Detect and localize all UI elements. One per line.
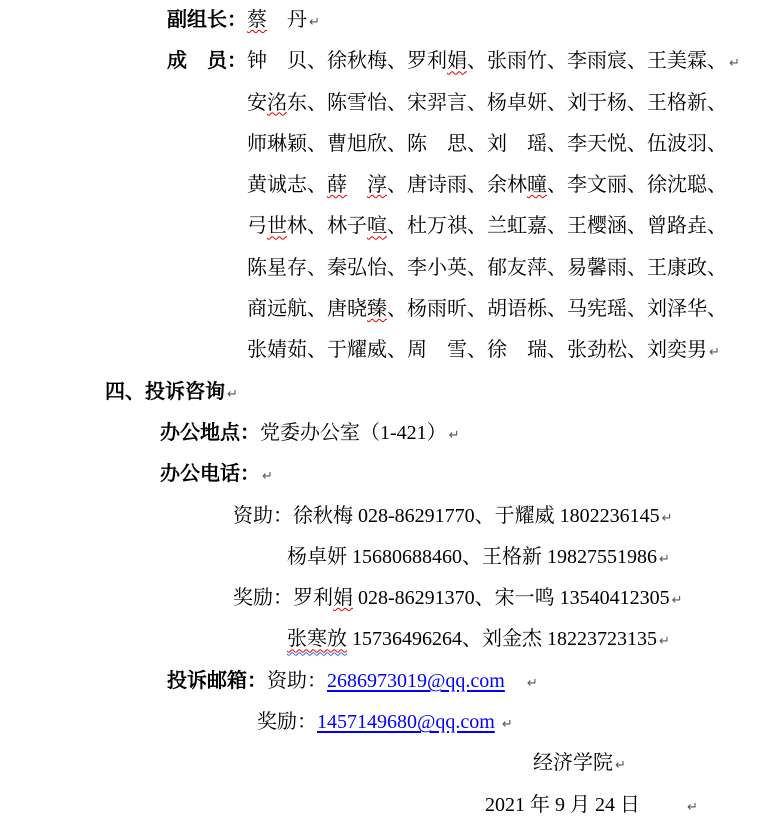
email-link[interactable]: 2686973019@qq.com <box>327 669 505 692</box>
text-run <box>505 670 525 692</box>
signature-line <box>0 743 783 784</box>
text-run: 党委办公室（1-421） <box>260 421 447 444</box>
section-heading-complaints <box>0 372 783 413</box>
text-run: 林、林子 <box>287 215 367 238</box>
paragraph-mark-icon: ↵ <box>501 717 513 733</box>
text-run: 、唐诗雨、余林 <box>387 174 527 197</box>
paragraph-mark-icon: ↵ <box>526 675 538 691</box>
text-run: 奖励：罗利 <box>233 587 333 610</box>
bold-label: 四、投诉咨询 <box>105 380 225 403</box>
office-location-line <box>0 413 783 454</box>
bold-label: 办公电话： <box>160 463 260 486</box>
text-run: 资助：徐秋梅 028-86291770、于耀威 1802236145 <box>233 504 660 527</box>
phone-award-line-2 <box>0 619 783 660</box>
bold-label: 成 员： <box>167 50 247 73</box>
text-run: 丹 <box>267 9 307 31</box>
members-line-6 <box>0 248 783 289</box>
text-run: 师琳颖、曹旭欣、陈 思、刘 瑶、李天悦、伍波羽、 <box>247 132 727 155</box>
flagged-text: 喧 <box>367 215 387 238</box>
flagged-text: 蔡 <box>247 9 267 31</box>
flagged-text: 洺 <box>267 91 287 114</box>
paragraph-mark-icon: ↵ <box>729 56 740 72</box>
text-run: 安 <box>247 91 267 114</box>
flagged-text: 薛 <box>327 174 347 197</box>
members-line-2 <box>0 83 783 124</box>
members-line-3 <box>0 124 783 165</box>
text-run: 经济学院 <box>533 752 613 775</box>
paragraph-mark-icon: ↵ <box>671 593 683 609</box>
paragraph-mark-icon: ↵ <box>709 345 720 361</box>
email-funding-line <box>0 661 783 702</box>
paragraph-mark-icon: ↵ <box>687 799 698 815</box>
flagged-text: 曈 <box>527 174 547 197</box>
text-run: 陈星存、秦弘怡、李小英、郁友萍、易馨雨、王康政、 <box>247 256 727 279</box>
text-run: 2021 年 9 月 24 日 <box>485 793 640 816</box>
paragraph-mark-icon: ↵ <box>309 15 320 30</box>
members-line-5 <box>0 206 783 247</box>
paragraph-mark-icon: ↵ <box>615 758 626 774</box>
flagged-text-inner: 张寒放 <box>287 628 347 651</box>
text-run: 杨卓妍 15680688460、王格新 19827551986 <box>287 545 657 568</box>
bold-label: 办公地点： <box>160 421 260 444</box>
email-link[interactable]: 1457149680@qq.com <box>317 711 495 734</box>
text-run: 15736496264、刘金杰 18223723135 <box>347 628 657 651</box>
members-line-4 <box>0 165 783 206</box>
text-run: 张婧茹、于耀威、周 雪、徐 瑞、张劲松、刘奕男 <box>247 339 707 362</box>
text-run: 东、陈雪怡、宋羿言、杨卓妍、刘于杨、王格新、 <box>287 91 727 114</box>
paragraph-mark-icon: ↵ <box>659 551 670 567</box>
date-line <box>0 785 783 826</box>
text-run: 、李文丽、徐沈聪、 <box>547 174 727 197</box>
text-run: 商远航、唐晓 <box>247 298 367 321</box>
text-run: 资助： <box>267 669 327 692</box>
flagged-text: 娟 <box>447 50 467 73</box>
members-line-7 <box>0 289 783 330</box>
bold-label: 投诉邮箱： <box>167 669 267 692</box>
text-run: 弓 <box>247 215 267 238</box>
paragraph-mark-icon: ↵ <box>661 510 673 526</box>
paragraph-mark-icon: ↵ <box>227 386 238 402</box>
flagged-text <box>287 628 347 650</box>
phone-award-line-1 <box>0 578 783 619</box>
text-run: 、杨雨昕、胡语栎、马宪瑶、刘泽华、 <box>387 298 727 321</box>
paragraph-mark-icon: ↵ <box>448 427 460 443</box>
flagged-text: 淳 <box>367 174 387 197</box>
text-run: 、张雨竹、李雨宸、王美霖、 <box>467 50 727 73</box>
text-run: 028-86291370、宋一鸣 13540412305 <box>353 587 670 610</box>
text-run: 、杜万祺、兰虹嘉、王樱涵、曾路垚、 <box>387 215 727 238</box>
paragraph-mark-icon: ↵ <box>659 634 670 650</box>
deputy-leader-line <box>0 0 783 41</box>
phone-funding-line-2 <box>0 537 783 578</box>
paragraph-mark-icon: ↵ <box>262 469 273 485</box>
email-award-line <box>0 702 783 743</box>
flagged-text: 世 <box>267 215 287 238</box>
flagged-text: 臻 <box>367 298 387 321</box>
text-run: 奖励： <box>257 711 317 734</box>
text-run <box>347 174 367 196</box>
text-run: 钟 贝、徐秋梅、罗利 <box>247 50 447 73</box>
members-line-1 <box>0 41 783 82</box>
text-run <box>640 794 685 816</box>
office-phone-label-line <box>0 454 783 495</box>
flagged-text: 娟 <box>333 587 353 610</box>
bold-label: 副组长： <box>167 9 247 31</box>
phone-funding-line-1 <box>0 496 783 537</box>
text-run: 黄诚志、 <box>247 174 327 197</box>
members-line-8 <box>0 330 783 371</box>
